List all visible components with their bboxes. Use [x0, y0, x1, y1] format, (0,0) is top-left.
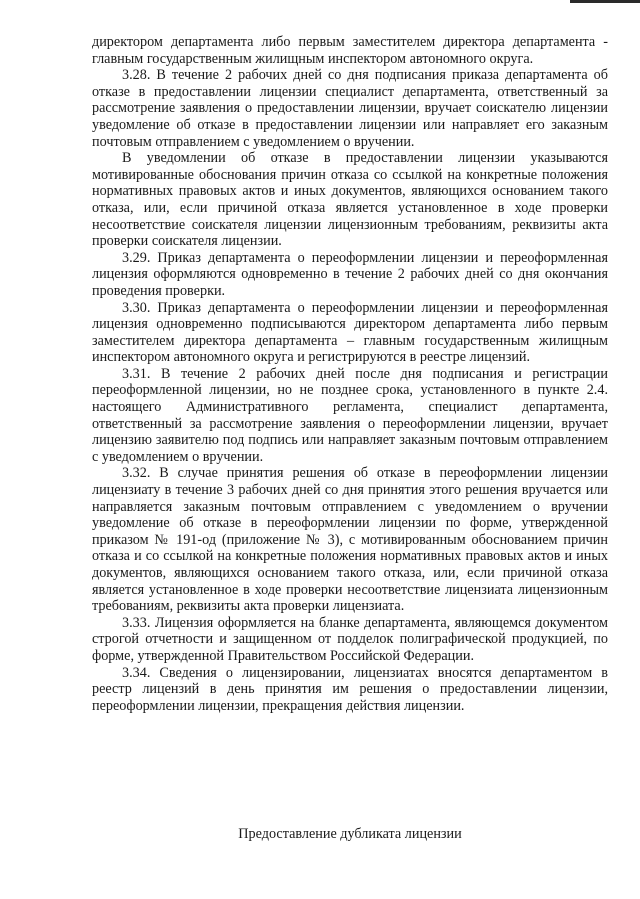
- paragraph-3-32: 3.32. В случае принятия решения об отказе в переоформлении лицензии лицензиату в течение 3 рабочих дней со дня принятия этого решения вручается или направляется заказным почтовым отправлением с уведомлением о вручении уведомление об отказе в переоформлении лицензии по форме, утвержденной приказом № 191-од (приложение № 3), с мотивированным обоснованием причин отказа и со ссылкой на конкретные положения нормативных правовых актов и иных документов, являющихся основанием такого отказа, или, если причиной отказа является установленное в ходе проверки несоответствие лицензиата лицензионным требованиям, реквизиты акта проверки лицензиата.: [92, 465, 608, 615]
- paragraph-3-34: 3.34. Сведения о лицензировании, лицензиатах вносятся департаментом в реестр лицензий в день принятия им решения о предоставлении лицензии, переоформлении лицензии, прекращения действия лицензии.: [92, 664, 608, 714]
- paragraph-refusal-notice: В уведомлении об отказе в предоставлении лицензии указываются мотивированные обоснования причин отказа со ссылкой на конкретные положения нормативных правовых актов и иных документов, являющихся основанием такого отказа, или, если причиной отказа является установленное в ходе проверки несоответствие соискателя лицензии лицензионным требованиям, реквизиты акта проверки соискателя лицензии.: [92, 150, 608, 250]
- scan-edge-mark: [570, 0, 640, 3]
- section-heading: Предоставление дубликата лицензии: [238, 826, 462, 842]
- paragraph-3-31: 3.31. В течение 2 рабочих дней после дня подписания и регистрации переоформленной лицензии, но не позднее срока, установленного в пункте 2.4. настоящего Административного регламента, специалист департамента, ответственный за рассмотрение заявления о переоформлении лицензии, вручает лицензию заявителю под подпись или направляет заказным почтовым отправлением с уведомлением о вручении.: [92, 365, 608, 465]
- paragraph-3-30: 3.30. Приказ департамента о переоформлении лицензии и переоформленная лицензия одновременно подписываются директором департамента либо первым заместителем директора департамента – главным государственным жилищным инспектором автономного округа и регистрируются в реестре лицензий.: [92, 299, 608, 366]
- paragraph-3-28: 3.28. В течение 2 рабочих дней со дня подписания приказа департамента об отказе в предоставлении лицензии специалист департамента, ответственный за рассмотрение заявления о предоставлении лицензии, вручает соискателю лицензии уведомление об отказе в предоставлении лицензии или направляет его заказным почтовым отправлением с уведомлением о вручении.: [92, 67, 608, 150]
- document-body: [92, 34, 608, 714]
- paragraph-3-33: 3.33. Лицензия оформляется на бланке департамента, являющемся документом строгой отчетности и защищенном от подделок полиграфической продукцией, по форме, утвержденной Правительством Российской Федерации.: [92, 614, 608, 664]
- paragraph-continuation: директором департамента либо первым заместителем директора департамента - главным государственным жилищным инспектором автономного округа.: [92, 34, 608, 67]
- paragraph-3-29: 3.29. Приказ департамента о переоформлении лицензии и переоформленная лицензия оформляются одновременно в течение 2 рабочих дней со дня окончания проведения проверки.: [92, 249, 608, 299]
